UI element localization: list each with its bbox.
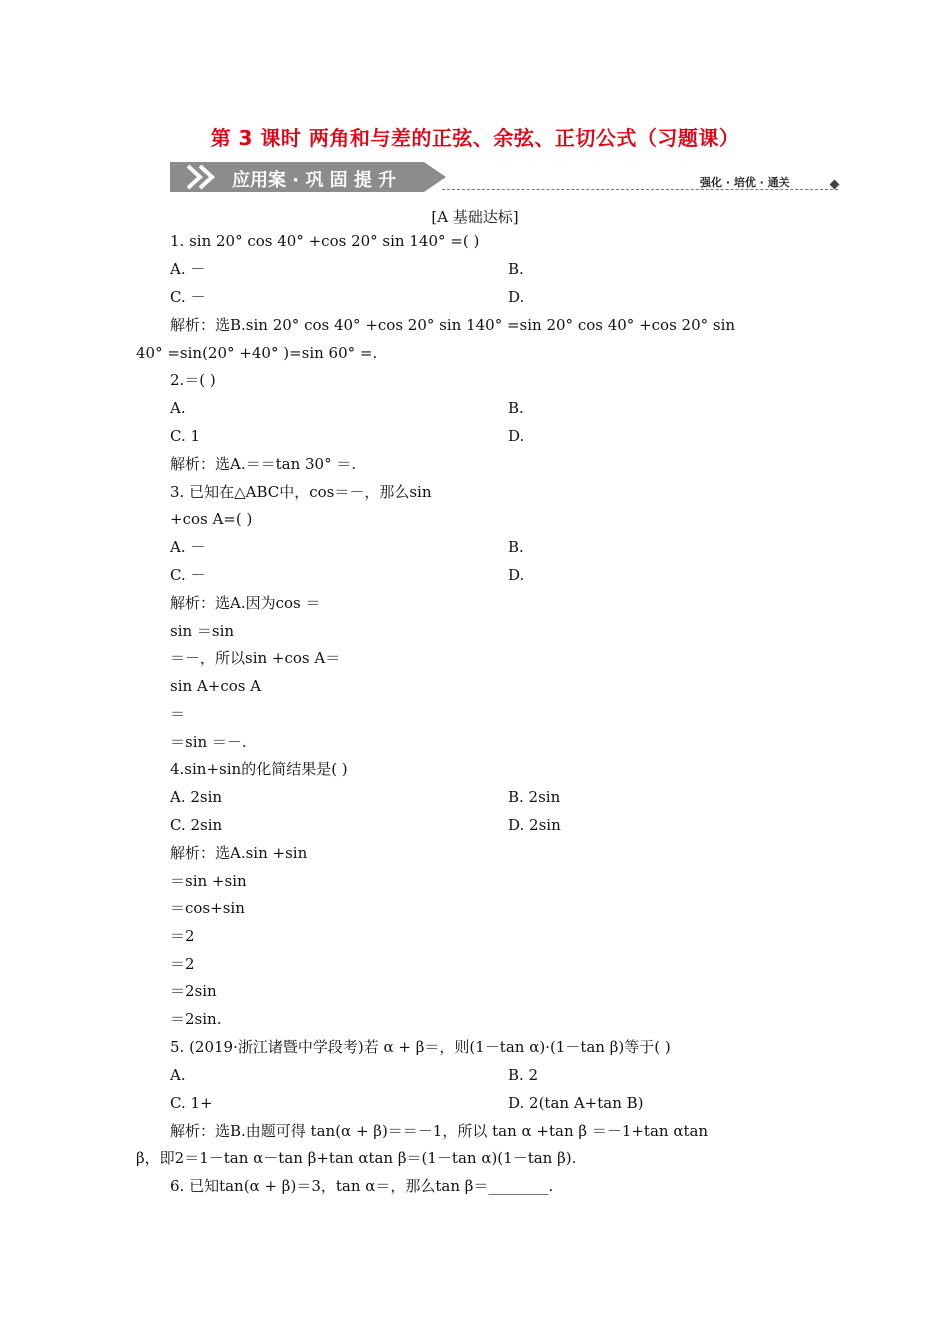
text-line: D. 2(tan A+tan B) (508, 1094, 644, 1112)
text-line: 2.＝( ) (170, 371, 216, 389)
banner-label: 应用案 · 巩 固 提 升 (232, 170, 397, 191)
text-line: B. (508, 538, 524, 556)
text-line: D. 2sin (508, 816, 561, 834)
text-line: A. － (170, 538, 206, 556)
page-title: 第 3 课时 两角和与差的正弦、余弦、正切公式（习题课） (210, 126, 740, 150)
text-line: ＝2sin (170, 982, 217, 1000)
text-line: B. (508, 260, 524, 278)
text-line: B. (508, 399, 524, 417)
text-line: A. 2sin (170, 788, 223, 806)
text-line: C. 1+ (170, 1094, 213, 1112)
banner-tagline: 强化 · 培优 · 通关 (700, 176, 790, 189)
text-line: ＝2sin. (170, 1010, 222, 1028)
text-line: C. 1 (170, 427, 201, 445)
text-line: 解析：选B.由题可得 tan(α + β)＝＝－1，所以 tan α +tan β ＝－1+tan αtan (170, 1122, 709, 1140)
text-line: C. 2sin (170, 816, 223, 834)
section-label: [A 基础达标] (431, 208, 519, 226)
text-line: 5. (2019·浙江诸暨中学段考)若 α + β＝，则(1－tan α)·(1－tan β)等于( ) (170, 1038, 671, 1056)
diamond-icon (830, 180, 840, 190)
text-line: 6. 已知tan(α + β)＝3，tan α＝，那么tan β＝________. (170, 1177, 554, 1195)
text-line: ＝sin ＝－. (170, 733, 247, 751)
text-line: A. (170, 399, 186, 417)
text-line: ＝2 (170, 927, 195, 945)
text-line: ＝－，所以sin +cos A＝ (170, 649, 341, 667)
text-line: ＝cos+sin (170, 899, 245, 917)
text-line: sin ＝sin (170, 622, 235, 640)
text-line: 解析：选A.sin +sin (170, 844, 308, 862)
text-line: 1. sin 20° cos 40° +cos 20° sin 140° =( ) (170, 232, 480, 250)
text-line: 解析：选A.＝＝tan 30° ＝. (170, 455, 357, 473)
text-line: D. (508, 288, 525, 306)
section-banner (170, 162, 840, 196)
text-line: 4.sin+sin的化简结果是( ) (170, 760, 348, 778)
text-line: 40° =sin(20° +40° )=sin 60° =. (136, 344, 378, 362)
text-line: ＝ (170, 705, 186, 723)
text-line: D. (508, 427, 525, 445)
text-line: +cos A=( ) (170, 510, 253, 528)
text-line: D. (508, 566, 525, 584)
text-line: sin A+cos A (170, 677, 262, 695)
text-line: 3. 已知在△ABC中，cos＝－，那么sin (170, 483, 432, 501)
text-line: A. (170, 1066, 186, 1084)
text-line: B. 2sin (508, 788, 561, 806)
text-line: C. － (170, 288, 206, 306)
text-line: 解析：选A.因为cos ＝ (170, 594, 321, 612)
double-chevron-icon (184, 164, 220, 190)
text-line: A. － (170, 260, 206, 278)
text-line: C. － (170, 566, 206, 584)
text-line: β，即2＝1－tan α－tan β+tan αtan β＝(1－tan α)(1－tan β). (136, 1149, 577, 1167)
text-line: ＝2 (170, 955, 195, 973)
text-line: 解析：选B.sin 20° cos 40° +cos 20° sin 140° =sin 20° cos 40° +cos 20° sin (170, 316, 736, 334)
text-line: B. 2 (508, 1066, 539, 1084)
text-line: ＝sin +sin (170, 872, 247, 890)
